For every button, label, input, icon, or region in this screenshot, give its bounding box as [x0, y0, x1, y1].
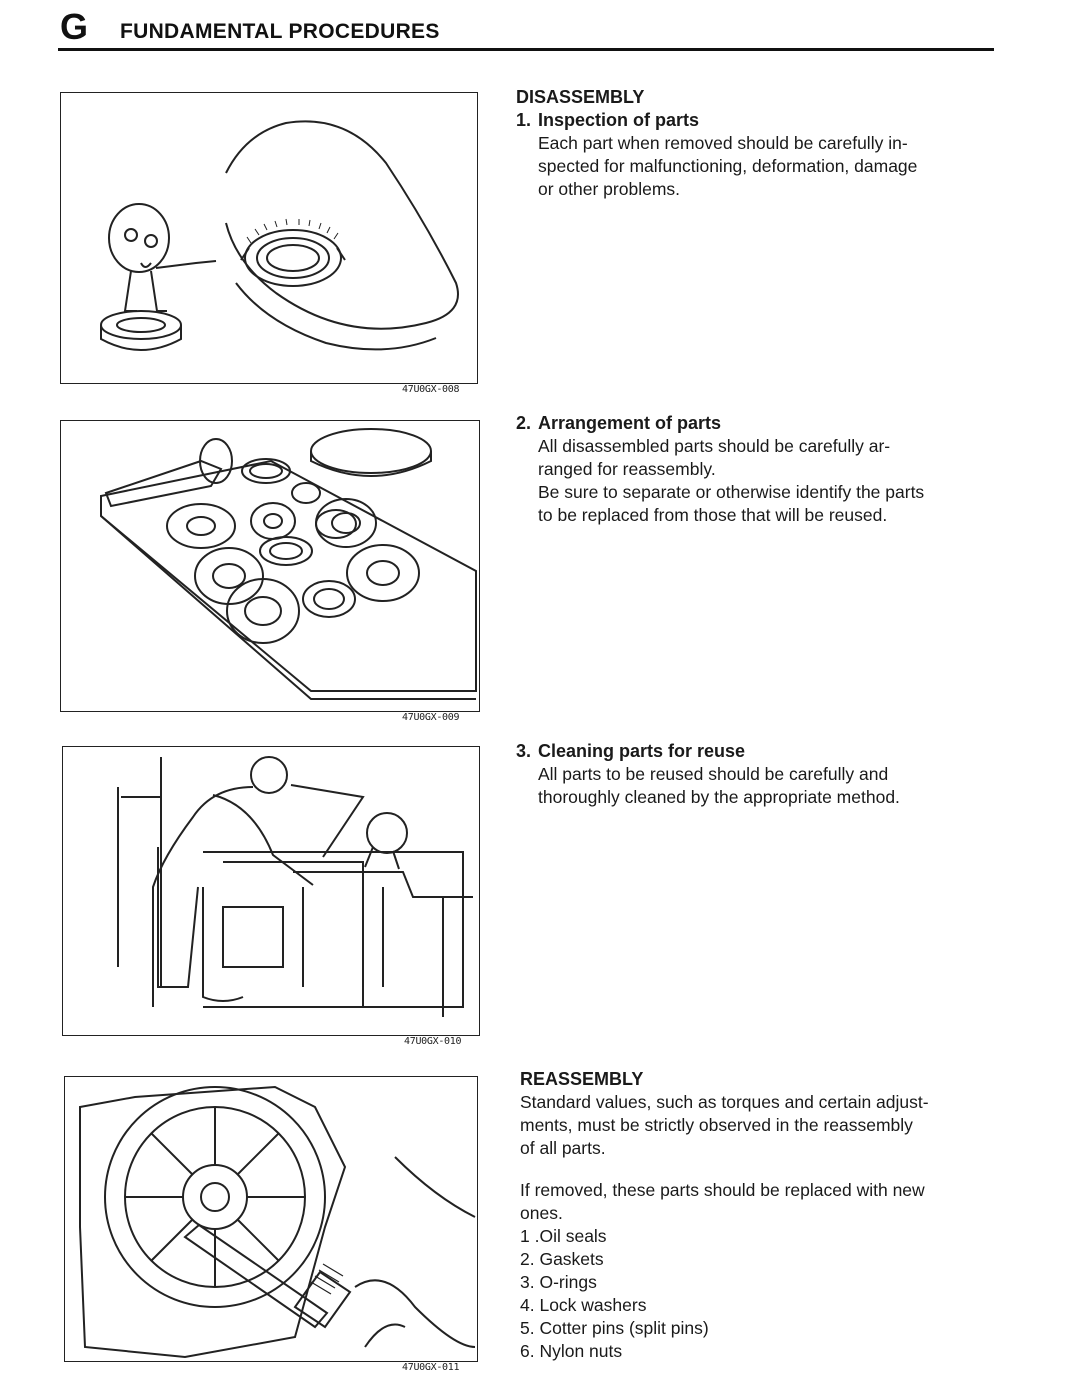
body-line: of all parts. [520, 1138, 606, 1158]
item-number: 3. [516, 741, 532, 761]
figure-caption: 47U0GX-011 [402, 1362, 460, 1373]
cleaning-station-illustration [63, 747, 479, 1035]
replacement-parts-list [520, 1225, 1040, 1363]
figure-cleaning [62, 746, 480, 1036]
figure-inspection [60, 92, 478, 384]
body-line: All parts to be reused should be carefully and [538, 764, 889, 784]
body-line: ranged for reassembly. [538, 459, 716, 479]
list-item: 5. Cotter pins (split pins) [520, 1318, 709, 1338]
figure-arrangement [60, 420, 480, 712]
figure-caption: 47U0GX-008 [402, 384, 460, 395]
body-line: to be replaced from those that will be reused. [538, 505, 888, 525]
list-item: 6. Nylon nuts [520, 1341, 623, 1361]
list-item: 3. O-rings [520, 1272, 597, 1292]
torque-wrench-illustration [65, 1077, 477, 1361]
list-item: 4. Lock washers [520, 1295, 647, 1315]
reassembly-body [520, 1091, 1040, 1160]
item-heading [516, 412, 1036, 435]
figure-caption: 47U0GX-009 [402, 712, 460, 723]
item-title: Cleaning parts for reuse [538, 741, 746, 761]
cleaning-section [516, 740, 1036, 809]
disassembly-section [516, 86, 1036, 201]
body-line: ones. [520, 1203, 563, 1223]
arrangement-section [516, 412, 1036, 527]
body-line: Each part when removed should be carefully in- [538, 133, 908, 153]
body-line: If removed, these parts should be replaced with new [520, 1180, 925, 1200]
body-line: thoroughly cleaned by the appropriate method. [538, 787, 900, 807]
header-rule [58, 48, 994, 51]
body-line: All disassembled parts should be carefully ar- [538, 436, 891, 456]
item-title: Arrangement of parts [538, 413, 722, 433]
item-number: 2. [516, 413, 532, 433]
reassembly-section [520, 1068, 1040, 1363]
item-body [516, 132, 1036, 201]
page-title: FUNDAMENTAL PROCEDURES [120, 20, 440, 43]
body-line: Standard values, such as torques and certain adjust- [520, 1092, 929, 1112]
body-line: or other problems. [538, 179, 681, 199]
gear-inspection-illustration [61, 93, 477, 383]
body-line: spected for malfunctioning, deformation, damage [538, 156, 918, 176]
body-line: ments, must be strictly observed in the reassembly [520, 1115, 913, 1135]
list-item: 2. Gaskets [520, 1249, 604, 1269]
figure-caption: 47U0GX-010 [404, 1036, 462, 1047]
item-body [516, 763, 1036, 809]
body-line: Be sure to separate or otherwise identify the parts [538, 482, 925, 502]
section-heading: REASSEMBLY [520, 1069, 644, 1089]
section-letter: G [60, 6, 89, 47]
replace-note [520, 1179, 1040, 1225]
figure-reassembly [64, 1076, 478, 1362]
item-title: Inspection of parts [538, 110, 700, 130]
item-heading [516, 740, 1036, 763]
item-heading [516, 109, 1036, 132]
list-item: 1 .Oil seals [520, 1226, 607, 1246]
section-heading: DISASSEMBLY [516, 87, 645, 107]
parts-arrangement-illustration [61, 421, 479, 711]
item-number: 1. [516, 110, 532, 130]
item-body [516, 435, 1036, 527]
page-header [58, 6, 994, 52]
